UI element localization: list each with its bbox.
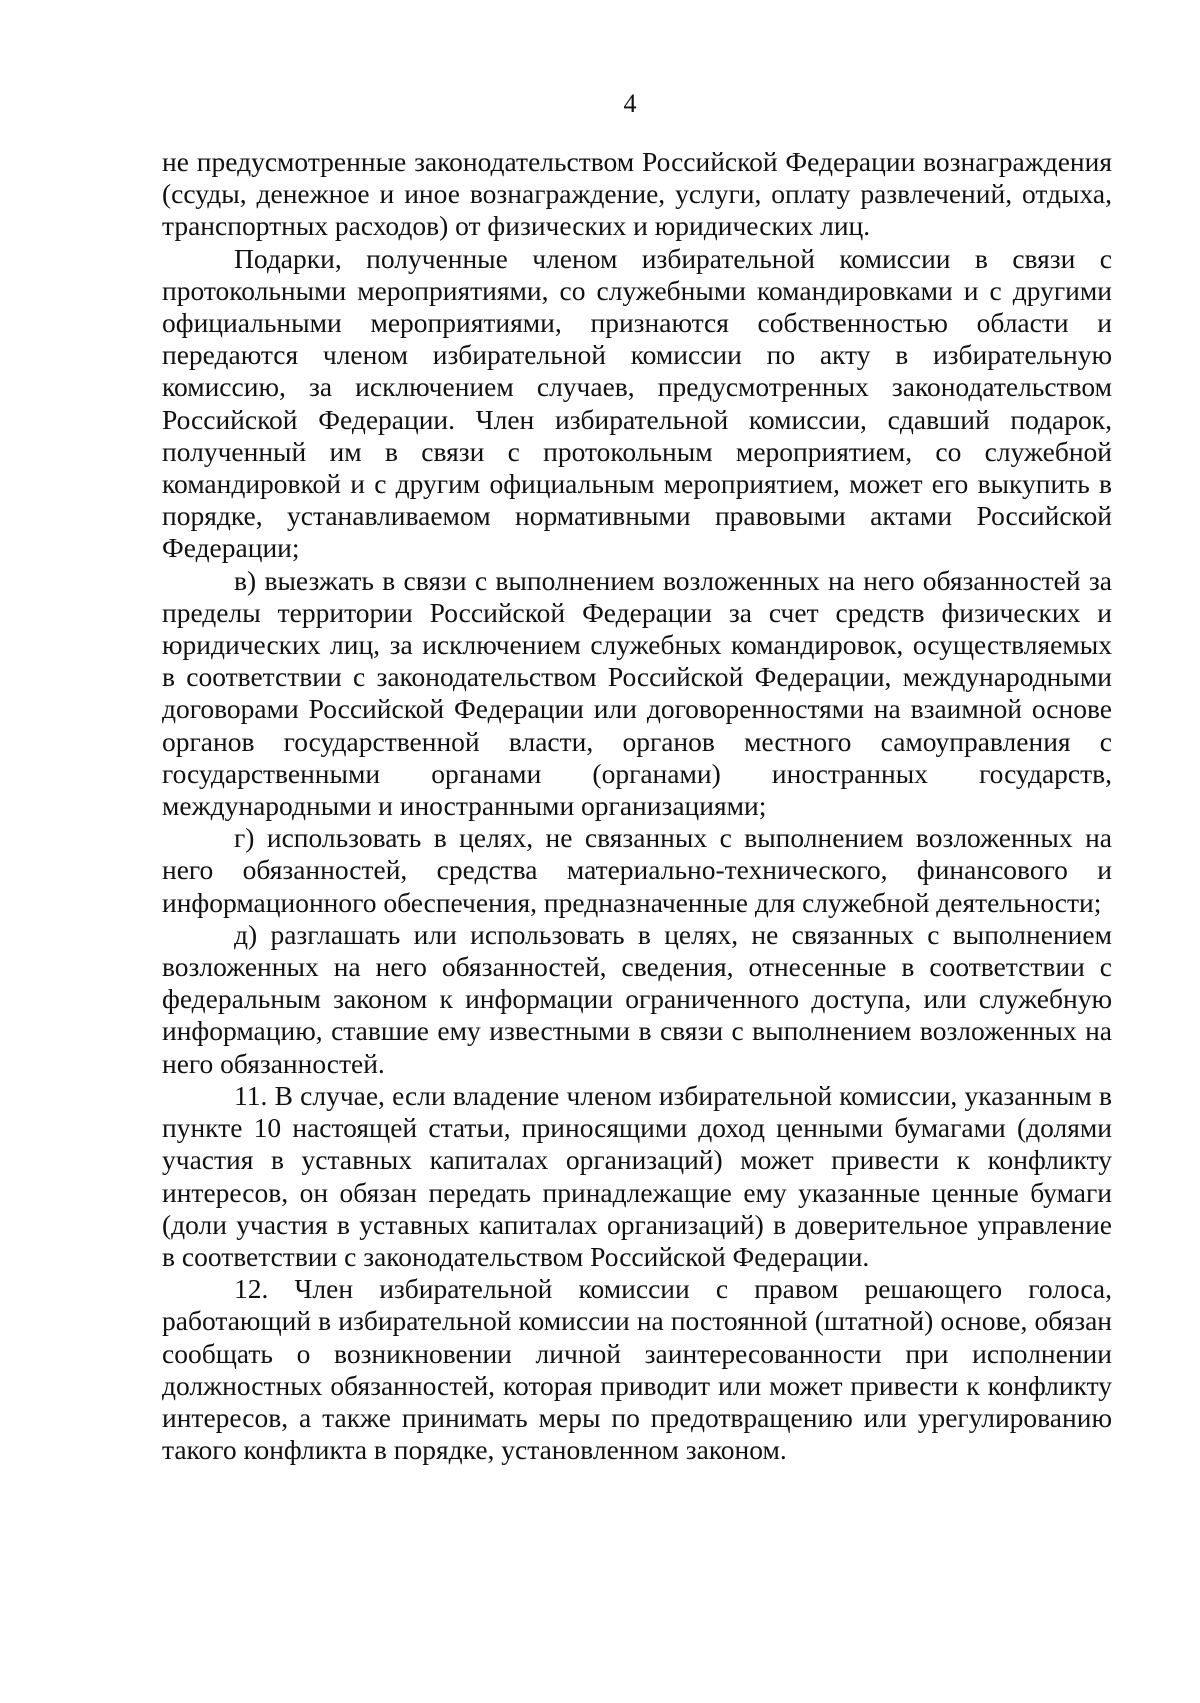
paragraph-continuation: не предусмотренные законодательством Российской Федерации вознаграждения (ссуды, денежное и иное вознаграждение, услуги, оплату развлечений, отдыха, транспортных расходов) от физических и юридических лиц. [162,146,1112,242]
page-number: 4 [623,89,637,118]
paragraph-item-v: в) выезжать в связи с выполнением возложенных на него обязанностей за пределы территории Российской Федерации за счет средств физических и юридических лиц, за исключением служебных командировок, осуществляемых в соответствии с законодательством Российской Федерации, международными договорами Российской Федерации или договоренностями на взаимной основе органов государственной власти, органов местного самоуправления с государственными органами (органами) иностранных государств, международными и иностранными организациями; [162,564,1112,822]
paragraph-clause-12: 12. Член избирательной комиссии с правом решающего голоса, работающий в избирательной комиссии на постоянной (штатной) основе, обязан сообщать о возникновении личной заинтересованности при исполнении должностных обязанностей, которая приводит или может привести к конфликту интересов, а также принимать меры по предотвращению или урегулированию такого конфликта в порядке, установленном законом. [162,1273,1112,1466]
paragraph-clause-11: 11. В случае, если владение членом избирательной комиссии, указанным в пункте 10 настоящей статьи, приносящими доход ценными бумагами (долями участия в уставных капиталах организаций) может привести к конфликту интересов, он обязан передать принадлежащие ему указанные ценные бумаги (доли участия в уставных капиталах организаций) в доверительное управление в соответствии с законодательством Российской Федерации. [162,1079,1112,1272]
paragraph-item-d: д) разглашать или использовать в целях, не связанных с выполнением возложенных на него обязанностей, сведения, отнесенные в соответствии с федеральным законом к информации ограниченного доступа, или служебную информацию, ставшие ему известными в связи с выполнением возложенных на него обязанностей. [162,918,1112,1079]
paragraph-gifts: Подарки, полученные членом избирательной комиссии в связи с протокольными мероприятиями, со служебными командировками и с другими официальными мероприятиями, признаются собственностью области и передаются членом избирательной комиссии по акту в избирательную комиссию, за исключением случаев, предусмотренных законодательством Российской Федерации. Член избирательной комиссии, сдавший подарок, полученный им в связи с протокольным мероприятием, со служебной командировкой и с другим официальным мероприятием, может его выкупить в порядке, устанавливаемом нормативными правовыми актами Российской Федерации; [162,242,1112,564]
document-body [162,146,1112,1466]
paragraph-item-g: г) использовать в целях, не связанных с выполнением возложенных на него обязанностей, средства материально-технического, финансового и информационного обеспечения, предназначенные для служебной деятельности; [162,822,1112,918]
